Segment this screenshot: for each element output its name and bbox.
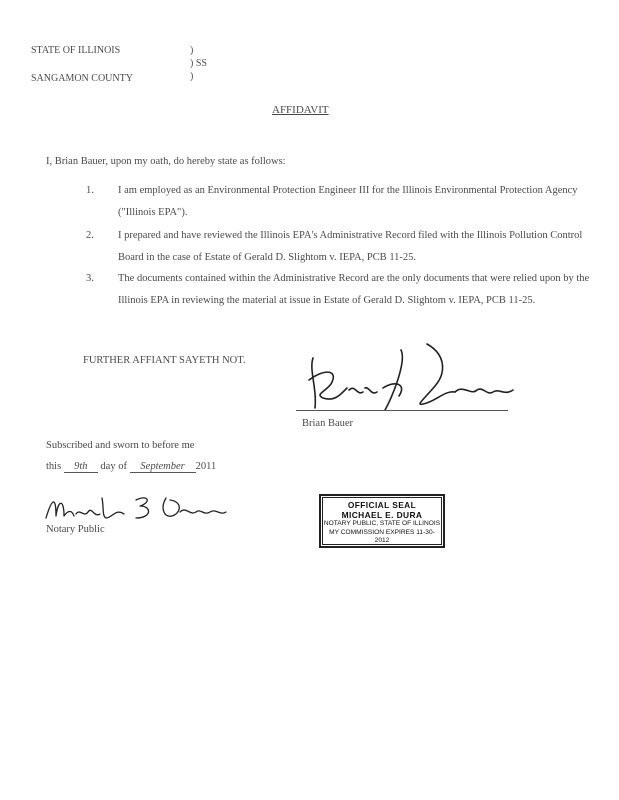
affiant-signature-line [296, 410, 508, 411]
paren-bottom: ) [190, 71, 194, 82]
further-affiant-statement: FURTHER AFFIANT SAYETH NOT. [83, 355, 246, 366]
intro-statement: I, Brian Bauer, upon my oath, do hereby state as follows: [46, 156, 286, 167]
jurat-day-value: 9th [64, 461, 98, 473]
affiant-signature [295, 340, 525, 420]
paragraph-text: I am employed as an Environmental Protection Engineer III for the Illinois Environmental Protection Agency ("Illinois EPA"). [118, 185, 578, 218]
caption-ss [190, 44, 207, 83]
seal-line-4: MY COMMISSION EXPIRES 11-30-2012 [329, 528, 435, 545]
state-label: STATE OF ILLINOIS [31, 45, 121, 56]
notary-seal-inner [322, 497, 442, 545]
paragraph-text: The documents contained within the Administrative Record are the only documents that were relied upon by the Illinois EPA in reviewing the material at issue in Estate of Gerald D. Slightom v. IEPA, PCB 11-25. [118, 273, 590, 306]
notary-seal [319, 494, 445, 548]
document-title: AFFIDAVIT [272, 104, 329, 116]
paragraph-number: 1. [86, 185, 94, 196]
seal-line-1: OFFICIAL SEAL [347, 500, 417, 510]
case-caption [31, 44, 133, 86]
jurat-year: 2011 [195, 461, 217, 472]
county-label: SANGAMON COUNTY [31, 73, 133, 84]
jurat-this: this [46, 461, 62, 472]
paragraph-number: 3. [86, 273, 94, 284]
paragraph-number: 2. [86, 230, 94, 241]
paren-top: ) [190, 45, 194, 56]
paragraph-text: I prepared and have reviewed the Illinois EPA's Administrative Record filed with the Illinois Pollution Control Board in the case of Estate of Gerald D. Slightom v. IEPA, PCB 11-25. [118, 230, 583, 263]
jurat-date-line [46, 461, 216, 473]
affiant-name: Brian Bauer [302, 418, 354, 429]
seal-line-3: NOTARY PUBLIC, STATE OF ILLINOIS [323, 520, 441, 527]
jurat-day-of: day of [100, 461, 127, 472]
seal-line-2: MICHAEL E. DURA [341, 510, 423, 520]
ss-label: ) SS [190, 58, 207, 69]
notary-label: Notary Public [46, 524, 105, 535]
jurat-month-value: September [130, 461, 196, 473]
jurat-line: Subscribed and sworn to before me [46, 440, 195, 451]
